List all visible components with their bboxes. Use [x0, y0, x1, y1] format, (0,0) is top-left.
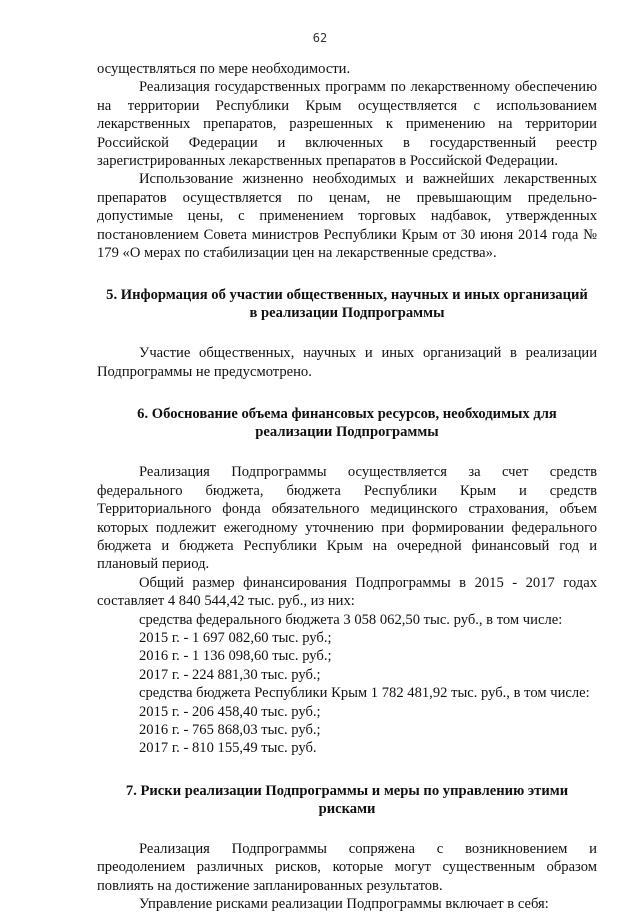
funding-list-item: 2016 г. - 765 868,03 тыс. руб.; — [139, 721, 321, 738]
funding-list — [97, 611, 597, 758]
section-6-paragraph-total: Общий размер финансирования Подпрограммы в 2015 - 2017 годах составляет 4 840 544,42 тыс. руб., из них: — [97, 574, 597, 610]
paragraph-drug-prices: Использование жизненно необходимых и важнейших лекарственных препаратов осуществляется по ценам, не превышающим предельно-допустимые цены, с применением торговых надбавок, утвержденных постановлением Совета министров Республики Крым от 30 июня 2014 года № 179 «О мерах по стабилизации цен на лекарственные средства». — [97, 171, 597, 262]
section-7-heading — [97, 782, 597, 818]
funding-list-item: 2016 г. - 1 136 098,60 тыс. руб.; — [139, 648, 332, 665]
section-7-title-line2: рисками — [318, 800, 376, 817]
funding-list-item: средства бюджета Республики Крым 1 782 481,92 тыс. руб., в том числе: — [139, 685, 590, 702]
page-number: 62 — [312, 31, 328, 45]
funding-list-item: 2017 г. - 810 155,49 тыс. руб. — [139, 740, 317, 757]
section-7-title-line1: 7. Риски реализации Подпрограммы и меры по управлению этими — [125, 782, 569, 799]
funding-list-item: средства федерального бюджета 3 058 062,50 тыс. руб., в том числе: — [139, 611, 563, 628]
continuation-text: осуществляться по мере необходимости. — [97, 61, 351, 77]
paragraph-drug-programs: Реализация государственных программ по лекарственному обеспечению на территории Республики Крым осуществляется с использованием лекарственных препаратов, разрешенных к применению на территории Российской Федерации и включенных в государственный реестр зарегистрированных лекарственных препаратов в Российской Федерации. — [97, 79, 597, 170]
section-5-paragraph: Участие общественных, научных и иных организаций в реализации Подпрограммы не предусмотрено. — [97, 345, 597, 380]
section-7-paragraph-management: Управление рисками реализации Подпрограммы включает в себя: — [139, 896, 549, 912]
section-5-title-line2: в реализации Подпрограммы — [249, 305, 445, 322]
section-6-title-line2: реализации Подпрограммы — [255, 424, 439, 441]
section-6-title-line1: 6. Обоснование объема финансовых ресурсов, необходимых для — [137, 406, 557, 423]
funding-list-item: 2015 г. - 1 697 082,60 тыс. руб.; — [139, 629, 332, 646]
section-5-title-line1: 5. Информация об участии общественных, научных и иных организаций — [106, 287, 588, 304]
funding-list-item: 2015 г. - 206 458,40 тыс. руб.; — [139, 703, 321, 720]
section-6-heading — [97, 405, 597, 441]
section-5-heading — [97, 286, 597, 322]
funding-list-item: 2017 г. - 224 881,30 тыс. руб.; — [139, 666, 321, 683]
section-7-paragraph-risks: Реализация Подпрограммы сопряжена с возникновением и преодолением различных рисков, которые могут существенным образом повлиять на достижение запланированных результатов. — [97, 840, 597, 894]
document-body — [97, 60, 597, 913]
section-6-paragraph-funding-sources: Реализация Подпрограммы осуществляется за счет средств федерального бюджета, бюджета Республики Крым и средств Территориального фонда обязательного медицинского страхования, объем которых подлежит ежегодному уточнению при формировании федерального бюджета и бюджета Республики Крым на очередной финансовый год и плановый период. — [97, 464, 597, 573]
